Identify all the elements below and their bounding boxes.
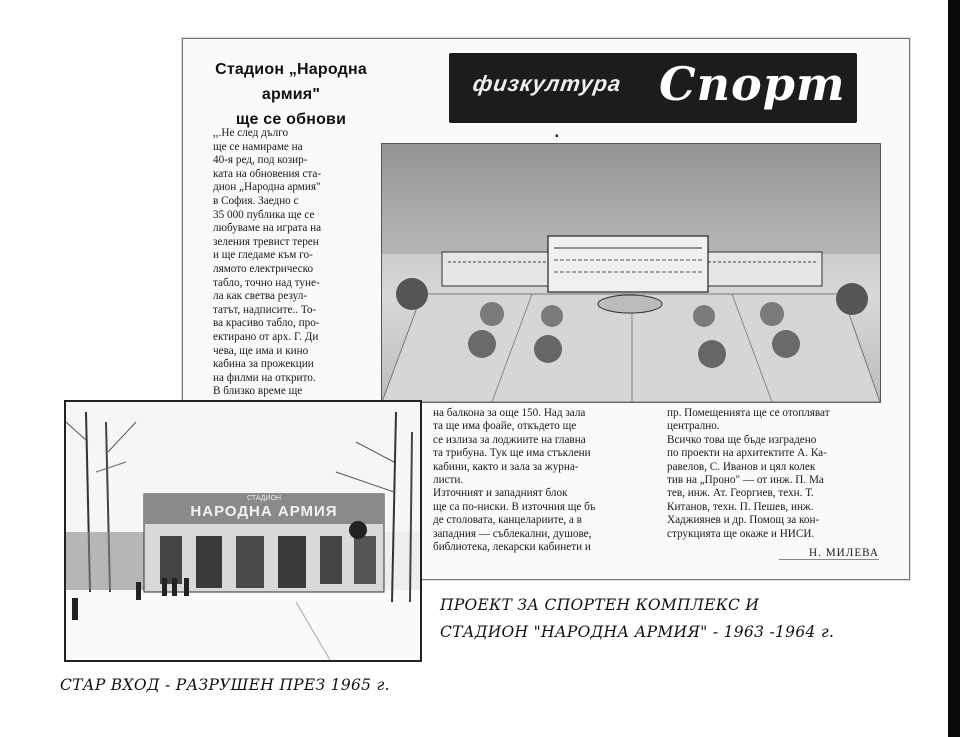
column-line: та ще има фоайе, откъдето ще — [433, 420, 577, 433]
column-line: Източният и западният блок — [433, 487, 568, 500]
column-line: дион „Народна армия" — [213, 181, 321, 194]
column-line: В близко време ще — [213, 385, 303, 398]
photo-sign-small: СТАДИОН — [246, 495, 282, 502]
column-line: по проекти на архитектите А. Ка- — [667, 447, 827, 460]
column-line: на филми на открито. — [213, 371, 316, 384]
column-line: ва красиво табло, про- — [213, 317, 320, 330]
column-line: 40-я ред, под козир- — [213, 154, 308, 167]
article-headline — [201, 57, 381, 132]
article-column-1 — [213, 127, 373, 398]
column-line: табло, точно над туне- — [213, 276, 320, 289]
column-line: струкцията ще окаже и НИСИ. — [667, 527, 815, 540]
headline-line-1: Стадион „Народна армия" — [215, 61, 367, 103]
old-entrance-photo — [64, 400, 422, 662]
article-author: Н. МИЛЕВА — [779, 547, 879, 560]
sport-section-banner — [449, 53, 857, 123]
column-line: западния — съблекални, душове, — [433, 527, 592, 540]
old-entrance-caption: СТАР ВХОД - РАЗРУШЕН ПРЕЗ 1965 г. — [60, 676, 390, 694]
column-line: зеления тревист терен — [213, 235, 319, 248]
column-line: и ще гледаме към го- — [213, 249, 313, 262]
column-line: любуваме на играта на — [213, 222, 322, 235]
article-column-2 — [433, 407, 649, 567]
column-line: равелов, С. Иванов и цял колек — [667, 460, 816, 473]
column-line: кабини, както и зала за журна- — [433, 460, 579, 473]
banner-word-fizkultura: физкултура — [471, 71, 624, 96]
column-line: ,,.Не след дълго — [213, 127, 289, 139]
column-line: де столовата, канцелариите, а в — [433, 514, 582, 527]
photo-sign: НАРОДНА АРМИЯ — [190, 503, 338, 520]
column-line: ла как светва резул- — [213, 290, 308, 303]
page-edge-border — [948, 0, 960, 737]
divider-dot: ▪ — [555, 131, 559, 142]
project-caption-line-2: СТАДИОН "НАРОДНА АРМИЯ" - 1963 -1964 г. — [440, 623, 835, 641]
banner-word-sport: Спорт — [659, 57, 846, 111]
column-line: тив на „Проно" — от инж. П. Ма — [667, 474, 824, 487]
project-caption-line-1: ПРОЕКТ ЗА СПОРТЕН КОМПЛЕКС И — [440, 596, 760, 614]
column-line: на балкона за още 150. Над зала — [433, 407, 586, 419]
column-line: ще са по-ниски. В източния ще бъ — [433, 500, 596, 513]
column-line: листи. — [433, 474, 464, 487]
column-line: се излиза за лоджиите на главна — [433, 433, 586, 446]
stadium-drawing — [382, 144, 880, 402]
column-line: чева, ще има и кино — [213, 344, 309, 357]
stadium-project-sketch — [381, 143, 881, 403]
column-line: Хаджиянев и др. Помощ за кон- — [667, 514, 820, 527]
column-line: та трибуна. Тук ще има стъклени — [433, 447, 591, 460]
column-line: 35 000 публика ще се — [213, 208, 315, 221]
article-column-3 — [667, 407, 885, 547]
column-line: в София. Заедно с — [213, 194, 299, 207]
column-line: Всичко това ще бъде изградено — [667, 433, 817, 446]
column-line: кабина за прожекции — [213, 358, 314, 371]
project-caption — [440, 592, 870, 646]
column-line: ектирано от арх. Г. Ди — [213, 330, 319, 343]
column-line: ката на обновения ста- — [213, 167, 322, 180]
column-line: централно. — [667, 420, 720, 433]
column-line: Китанов, техн. П. Пешев, инж. — [667, 500, 814, 513]
column-line: ще се намираме на — [213, 140, 303, 153]
column-line: лямото електрическо — [213, 262, 314, 275]
column-line: тев, инж. Ат. Георгиев, техн. Т. — [667, 487, 814, 500]
column-line: пр. Помещенията ще се отопляват — [667, 407, 830, 419]
entrance-building-drawing — [66, 402, 420, 660]
column-line: библиотека, лекарски кабинети и — [433, 541, 591, 554]
column-line: татът, надписите.. То- — [213, 303, 317, 316]
headline-line-2: ще се обнови — [235, 111, 347, 128]
